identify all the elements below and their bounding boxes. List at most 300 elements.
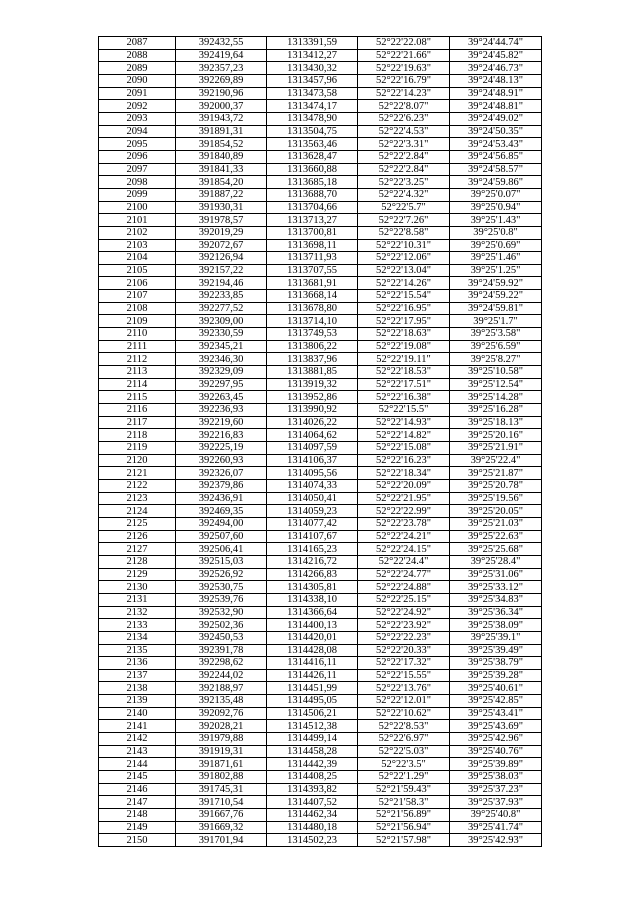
longitude-cell: 39°25'21.03" <box>450 517 542 530</box>
table-row <box>99 100 542 113</box>
longitude-cell: 39°25'31.06" <box>450 568 542 581</box>
latitude-cell: 52°22'19.08" <box>358 340 450 353</box>
y-coordinate-cell: 1313563,46 <box>267 138 358 151</box>
latitude-cell: 52°22'10.31" <box>358 239 450 252</box>
table-row <box>99 454 542 467</box>
y-coordinate-cell: 1314428,08 <box>267 644 358 657</box>
y-coordinate-cell: 1314216,72 <box>267 555 358 568</box>
point-number-cell: 2136 <box>99 657 176 670</box>
x-coordinate-cell: 391871,61 <box>176 758 267 771</box>
x-coordinate-cell: 392019,29 <box>176 226 267 239</box>
table-row <box>99 290 542 303</box>
x-coordinate-cell: 391745,31 <box>176 783 267 796</box>
latitude-cell: 52°22'14.82" <box>358 429 450 442</box>
latitude-cell: 52°22'20.33" <box>358 644 450 657</box>
longitude-cell: 39°25'40.8" <box>450 809 542 822</box>
point-number-cell: 2118 <box>99 429 176 442</box>
longitude-cell: 39°25'42.93" <box>450 834 542 847</box>
table-row <box>99 543 542 556</box>
x-coordinate-cell: 392000,37 <box>176 100 267 113</box>
table-row <box>99 695 542 708</box>
latitude-cell: 52°22'10.62" <box>358 707 450 720</box>
longitude-cell: 39°25'1.7" <box>450 315 542 328</box>
longitude-cell: 39°25'41.74" <box>450 821 542 834</box>
table-row <box>99 555 542 568</box>
point-number-cell: 2098 <box>99 176 176 189</box>
point-number-cell: 2117 <box>99 416 176 429</box>
latitude-cell: 52°22'23.92" <box>358 619 450 632</box>
longitude-cell: 39°25'37.23" <box>450 783 542 796</box>
x-coordinate-cell: 392329,09 <box>176 366 267 379</box>
y-coordinate-cell: 1314064,62 <box>267 429 358 442</box>
latitude-cell: 52°21'56.89" <box>358 809 450 822</box>
latitude-cell: 52°22'20.09" <box>358 479 450 492</box>
y-coordinate-cell: 1313714,10 <box>267 315 358 328</box>
x-coordinate-cell: 391840,89 <box>176 150 267 163</box>
latitude-cell: 52°22'24.88" <box>358 581 450 594</box>
x-coordinate-cell: 392436,91 <box>176 492 267 505</box>
y-coordinate-cell: 1314400,13 <box>267 619 358 632</box>
y-coordinate-cell: 1314499,14 <box>267 733 358 746</box>
longitude-cell: 39°25'0.07" <box>450 188 542 201</box>
longitude-cell: 39°24'48.81" <box>450 100 542 113</box>
latitude-cell: 52°22'13.04" <box>358 264 450 277</box>
y-coordinate-cell: 1313668,14 <box>267 290 358 303</box>
table-row <box>99 479 542 492</box>
table-row <box>99 644 542 657</box>
x-coordinate-cell: 391887,22 <box>176 188 267 201</box>
latitude-cell: 52°22'15.5" <box>358 404 450 417</box>
table-row <box>99 530 542 543</box>
point-number-cell: 2145 <box>99 771 176 784</box>
point-number-cell: 2103 <box>99 239 176 252</box>
y-coordinate-cell: 1313806,22 <box>267 340 358 353</box>
point-number-cell: 2113 <box>99 366 176 379</box>
point-number-cell: 2143 <box>99 745 176 758</box>
point-number-cell: 2112 <box>99 353 176 366</box>
longitude-cell: 39°24'59.92" <box>450 277 542 290</box>
table-row <box>99 252 542 265</box>
latitude-cell: 52°22'24.4" <box>358 555 450 568</box>
point-number-cell: 2097 <box>99 163 176 176</box>
point-number-cell: 2119 <box>99 442 176 455</box>
y-coordinate-cell: 1314420,01 <box>267 631 358 644</box>
longitude-cell: 39°25'39.89" <box>450 758 542 771</box>
table-row <box>99 188 542 201</box>
longitude-cell: 39°24'53.43" <box>450 138 542 151</box>
table-row <box>99 138 542 151</box>
latitude-cell: 52°22'5.03" <box>358 745 450 758</box>
latitude-cell: 52°22'2.84" <box>358 150 450 163</box>
latitude-cell: 52°21'58.3" <box>358 796 450 809</box>
table-row <box>99 492 542 505</box>
longitude-cell: 39°25'42.85" <box>450 695 542 708</box>
point-number-cell: 2149 <box>99 821 176 834</box>
longitude-cell: 39°25'21.87" <box>450 467 542 480</box>
point-number-cell: 2096 <box>99 150 176 163</box>
latitude-cell: 52°22'5.7" <box>358 201 450 214</box>
y-coordinate-cell: 1313412,27 <box>267 49 358 62</box>
x-coordinate-cell: 392277,52 <box>176 302 267 315</box>
longitude-cell: 39°24'50.35" <box>450 125 542 138</box>
x-coordinate-cell: 391930,31 <box>176 201 267 214</box>
table-row <box>99 340 542 353</box>
point-number-cell: 2087 <box>99 37 176 50</box>
table-row <box>99 201 542 214</box>
point-number-cell: 2123 <box>99 492 176 505</box>
latitude-cell: 52°21'57.98" <box>358 834 450 847</box>
x-coordinate-cell: 392236,93 <box>176 404 267 417</box>
longitude-cell: 39°25'39.28" <box>450 669 542 682</box>
point-number-cell: 2092 <box>99 100 176 113</box>
latitude-cell: 52°22'25.15" <box>358 593 450 606</box>
y-coordinate-cell: 1313990,92 <box>267 404 358 417</box>
longitude-cell: 39°25'20.16" <box>450 429 542 442</box>
latitude-cell: 52°22'6.97" <box>358 733 450 746</box>
table-row <box>99 593 542 606</box>
table-row <box>99 733 542 746</box>
point-number-cell: 2116 <box>99 404 176 417</box>
y-coordinate-cell: 1313700,81 <box>267 226 358 239</box>
point-number-cell: 2122 <box>99 479 176 492</box>
x-coordinate-cell: 391919,31 <box>176 745 267 758</box>
y-coordinate-cell: 1313473,58 <box>267 87 358 100</box>
x-coordinate-cell: 392260,93 <box>176 454 267 467</box>
table-row <box>99 809 542 822</box>
point-number-cell: 2125 <box>99 517 176 530</box>
longitude-cell: 39°25'37.93" <box>450 796 542 809</box>
latitude-cell: 52°22'16.95" <box>358 302 450 315</box>
longitude-cell: 39°25'18.13" <box>450 416 542 429</box>
latitude-cell: 52°22'12.06" <box>358 252 450 265</box>
y-coordinate-cell: 1313713,27 <box>267 214 358 227</box>
coordinate-table-body <box>99 37 542 847</box>
table-row <box>99 328 542 341</box>
point-number-cell: 2095 <box>99 138 176 151</box>
y-coordinate-cell: 1313660,88 <box>267 163 358 176</box>
point-number-cell: 2107 <box>99 290 176 303</box>
x-coordinate-cell: 392233,85 <box>176 290 267 303</box>
table-row <box>99 416 542 429</box>
longitude-cell: 39°24'58.57" <box>450 163 542 176</box>
latitude-cell: 52°22'22.23" <box>358 631 450 644</box>
longitude-cell: 39°25'3.58" <box>450 328 542 341</box>
latitude-cell: 52°22'24.92" <box>358 606 450 619</box>
table-row <box>99 264 542 277</box>
point-number-cell: 2150 <box>99 834 176 847</box>
coordinate-table-page <box>98 36 542 847</box>
point-number-cell: 2093 <box>99 112 176 125</box>
point-number-cell: 2091 <box>99 87 176 100</box>
table-row <box>99 619 542 632</box>
point-number-cell: 2147 <box>99 796 176 809</box>
longitude-cell: 39°24'49.02" <box>450 112 542 125</box>
x-coordinate-cell: 391854,20 <box>176 176 267 189</box>
y-coordinate-cell: 1313678,80 <box>267 302 358 315</box>
longitude-cell: 39°24'48.13" <box>450 74 542 87</box>
x-coordinate-cell: 392539,76 <box>176 593 267 606</box>
y-coordinate-cell: 1313478,90 <box>267 112 358 125</box>
latitude-cell: 52°22'18.34" <box>358 467 450 480</box>
x-coordinate-cell: 392432,55 <box>176 37 267 50</box>
y-coordinate-cell: 1314416,11 <box>267 657 358 670</box>
latitude-cell: 52°22'14.26" <box>358 277 450 290</box>
table-row <box>99 669 542 682</box>
point-number-cell: 2146 <box>99 783 176 796</box>
longitude-cell: 39°25'12.54" <box>450 378 542 391</box>
longitude-cell: 39°25'39.49" <box>450 644 542 657</box>
y-coordinate-cell: 1314407,52 <box>267 796 358 809</box>
y-coordinate-cell: 1313881,85 <box>267 366 358 379</box>
table-row <box>99 176 542 189</box>
latitude-cell: 52°22'17.51" <box>358 378 450 391</box>
y-coordinate-cell: 1314458,28 <box>267 745 358 758</box>
longitude-cell: 39°25'38.09" <box>450 619 542 632</box>
latitude-cell: 52°22'21.95" <box>358 492 450 505</box>
latitude-cell: 52°22'3.5" <box>358 758 450 771</box>
y-coordinate-cell: 1313685,18 <box>267 176 358 189</box>
table-row <box>99 112 542 125</box>
longitude-cell: 39°25'1.46" <box>450 252 542 265</box>
latitude-cell: 52°22'14.23" <box>358 87 450 100</box>
latitude-cell: 52°22'8.58" <box>358 226 450 239</box>
y-coordinate-cell: 1314451,99 <box>267 682 358 695</box>
latitude-cell: 52°22'14.93" <box>358 416 450 429</box>
x-coordinate-cell: 392357,23 <box>176 62 267 75</box>
y-coordinate-cell: 1314097,59 <box>267 442 358 455</box>
point-number-cell: 2110 <box>99 328 176 341</box>
point-number-cell: 2120 <box>99 454 176 467</box>
longitude-cell: 39°25'14.28" <box>450 391 542 404</box>
y-coordinate-cell: 1313919,32 <box>267 378 358 391</box>
x-coordinate-cell: 392419,64 <box>176 49 267 62</box>
point-number-cell: 2111 <box>99 340 176 353</box>
longitude-cell: 39°25'1.43" <box>450 214 542 227</box>
longitude-cell: 39°25'36.34" <box>450 606 542 619</box>
table-row <box>99 682 542 695</box>
table-row <box>99 467 542 480</box>
point-number-cell: 2109 <box>99 315 176 328</box>
x-coordinate-cell: 392072,67 <box>176 239 267 252</box>
point-number-cell: 2133 <box>99 619 176 632</box>
longitude-cell: 39°25'0.8" <box>450 226 542 239</box>
latitude-cell: 52°22'24.21" <box>358 530 450 543</box>
latitude-cell: 52°22'21.66" <box>358 49 450 62</box>
table-row <box>99 74 542 87</box>
latitude-cell: 52°22'22.99" <box>358 505 450 518</box>
table-row <box>99 834 542 847</box>
x-coordinate-cell: 391891,31 <box>176 125 267 138</box>
x-coordinate-cell: 392126,94 <box>176 252 267 265</box>
table-row <box>99 796 542 809</box>
x-coordinate-cell: 392269,89 <box>176 74 267 87</box>
longitude-cell: 39°25'40.76" <box>450 745 542 758</box>
latitude-cell: 52°22'15.55" <box>358 669 450 682</box>
longitude-cell: 39°24'46.73" <box>450 62 542 75</box>
longitude-cell: 39°25'33.12" <box>450 581 542 594</box>
x-coordinate-cell: 392515,03 <box>176 555 267 568</box>
x-coordinate-cell: 392507,60 <box>176 530 267 543</box>
x-coordinate-cell: 392219,60 <box>176 416 267 429</box>
point-number-cell: 2142 <box>99 733 176 746</box>
latitude-cell: 52°22'12.01" <box>358 695 450 708</box>
point-number-cell: 2090 <box>99 74 176 87</box>
point-number-cell: 2129 <box>99 568 176 581</box>
longitude-cell: 39°25'19.56" <box>450 492 542 505</box>
longitude-cell: 39°25'39.1" <box>450 631 542 644</box>
point-number-cell: 2115 <box>99 391 176 404</box>
x-coordinate-cell: 392157,22 <box>176 264 267 277</box>
table-row <box>99 353 542 366</box>
table-row <box>99 517 542 530</box>
x-coordinate-cell: 392190,96 <box>176 87 267 100</box>
x-coordinate-cell: 392188,97 <box>176 682 267 695</box>
longitude-cell: 39°25'28.4" <box>450 555 542 568</box>
longitude-cell: 39°25'21.91" <box>450 442 542 455</box>
table-row <box>99 442 542 455</box>
latitude-cell: 52°22'3.31" <box>358 138 450 151</box>
y-coordinate-cell: 1314495,05 <box>267 695 358 708</box>
longitude-cell: 39°25'16.28" <box>450 404 542 417</box>
x-coordinate-cell: 392391,78 <box>176 644 267 657</box>
table-row <box>99 214 542 227</box>
y-coordinate-cell: 1313681,91 <box>267 277 358 290</box>
x-coordinate-cell: 392506,41 <box>176 543 267 556</box>
table-row <box>99 125 542 138</box>
longitude-cell: 39°25'34.83" <box>450 593 542 606</box>
x-coordinate-cell: 392135,48 <box>176 695 267 708</box>
point-number-cell: 2140 <box>99 707 176 720</box>
latitude-cell: 52°22'8.53" <box>358 720 450 733</box>
y-coordinate-cell: 1314095,56 <box>267 467 358 480</box>
y-coordinate-cell: 1314393,82 <box>267 783 358 796</box>
y-coordinate-cell: 1313457,96 <box>267 74 358 87</box>
point-number-cell: 2127 <box>99 543 176 556</box>
y-coordinate-cell: 1314305,81 <box>267 581 358 594</box>
table-row <box>99 226 542 239</box>
x-coordinate-cell: 391978,57 <box>176 214 267 227</box>
longitude-cell: 39°25'43.69" <box>450 720 542 733</box>
longitude-cell: 39°24'44.74" <box>450 37 542 50</box>
table-row <box>99 568 542 581</box>
table-row <box>99 87 542 100</box>
y-coordinate-cell: 1313711,93 <box>267 252 358 265</box>
x-coordinate-cell: 391979,88 <box>176 733 267 746</box>
latitude-cell: 52°22'13.76" <box>358 682 450 695</box>
y-coordinate-cell: 1314480,18 <box>267 821 358 834</box>
y-coordinate-cell: 1314442,39 <box>267 758 358 771</box>
y-coordinate-cell: 1314366,64 <box>267 606 358 619</box>
point-number-cell: 2114 <box>99 378 176 391</box>
x-coordinate-cell: 392526,92 <box>176 568 267 581</box>
latitude-cell: 52°22'22.08" <box>358 37 450 50</box>
x-coordinate-cell: 391854,52 <box>176 138 267 151</box>
table-row <box>99 277 542 290</box>
longitude-cell: 39°25'38.03" <box>450 771 542 784</box>
longitude-cell: 39°25'0.69" <box>450 239 542 252</box>
x-coordinate-cell: 391701,94 <box>176 834 267 847</box>
point-number-cell: 2094 <box>99 125 176 138</box>
longitude-cell: 39°24'48.91" <box>450 87 542 100</box>
x-coordinate-cell: 392450,53 <box>176 631 267 644</box>
latitude-cell: 52°22'19.11" <box>358 353 450 366</box>
y-coordinate-cell: 1313430,32 <box>267 62 358 75</box>
point-number-cell: 2100 <box>99 201 176 214</box>
longitude-cell: 39°24'59.22" <box>450 290 542 303</box>
longitude-cell: 39°24'59.81" <box>450 302 542 315</box>
latitude-cell: 52°22'3.25" <box>358 176 450 189</box>
x-coordinate-cell: 392494,00 <box>176 517 267 530</box>
x-coordinate-cell: 392379,86 <box>176 479 267 492</box>
table-row <box>99 581 542 594</box>
point-number-cell: 2102 <box>99 226 176 239</box>
x-coordinate-cell: 392216,83 <box>176 429 267 442</box>
point-number-cell: 2135 <box>99 644 176 657</box>
longitude-cell: 39°25'42.96" <box>450 733 542 746</box>
x-coordinate-cell: 392469,35 <box>176 505 267 518</box>
longitude-cell: 39°25'22.4" <box>450 454 542 467</box>
x-coordinate-cell: 391943,72 <box>176 112 267 125</box>
x-coordinate-cell: 392244,02 <box>176 669 267 682</box>
x-coordinate-cell: 392326,07 <box>176 467 267 480</box>
longitude-cell: 39°24'56.85" <box>450 150 542 163</box>
point-number-cell: 2108 <box>99 302 176 315</box>
x-coordinate-cell: 392530,75 <box>176 581 267 594</box>
table-row <box>99 404 542 417</box>
y-coordinate-cell: 1314059,23 <box>267 505 358 518</box>
point-number-cell: 2099 <box>99 188 176 201</box>
table-row <box>99 783 542 796</box>
latitude-cell: 52°22'18.53" <box>358 366 450 379</box>
latitude-cell: 52°22'19.63" <box>358 62 450 75</box>
table-row <box>99 707 542 720</box>
longitude-cell: 39°25'0.94" <box>450 201 542 214</box>
longitude-cell: 39°25'43.41" <box>450 707 542 720</box>
table-row <box>99 37 542 50</box>
table-row <box>99 62 542 75</box>
y-coordinate-cell: 1313952,86 <box>267 391 358 404</box>
y-coordinate-cell: 1313837,96 <box>267 353 358 366</box>
longitude-cell: 39°25'40.61" <box>450 682 542 695</box>
longitude-cell: 39°25'20.05" <box>450 505 542 518</box>
x-coordinate-cell: 392225,19 <box>176 442 267 455</box>
table-row <box>99 657 542 670</box>
latitude-cell: 52°22'24.77" <box>358 568 450 581</box>
longitude-cell: 39°25'6.59" <box>450 340 542 353</box>
x-coordinate-cell: 392346,30 <box>176 353 267 366</box>
table-row <box>99 163 542 176</box>
latitude-cell: 52°22'7.26" <box>358 214 450 227</box>
table-row <box>99 49 542 62</box>
point-number-cell: 2089 <box>99 62 176 75</box>
point-number-cell: 2124 <box>99 505 176 518</box>
latitude-cell: 52°22'1.29" <box>358 771 450 784</box>
latitude-cell: 52°22'16.79" <box>358 74 450 87</box>
y-coordinate-cell: 1314077,42 <box>267 517 358 530</box>
y-coordinate-cell: 1314165,23 <box>267 543 358 556</box>
x-coordinate-cell: 391667,76 <box>176 809 267 822</box>
y-coordinate-cell: 1314338,10 <box>267 593 358 606</box>
point-number-cell: 2139 <box>99 695 176 708</box>
latitude-cell: 52°22'2.84" <box>358 163 450 176</box>
point-number-cell: 2104 <box>99 252 176 265</box>
table-row <box>99 745 542 758</box>
point-number-cell: 2138 <box>99 682 176 695</box>
table-row <box>99 758 542 771</box>
latitude-cell: 52°22'8.07" <box>358 100 450 113</box>
y-coordinate-cell: 1313474,17 <box>267 100 358 113</box>
x-coordinate-cell: 392297,95 <box>176 378 267 391</box>
